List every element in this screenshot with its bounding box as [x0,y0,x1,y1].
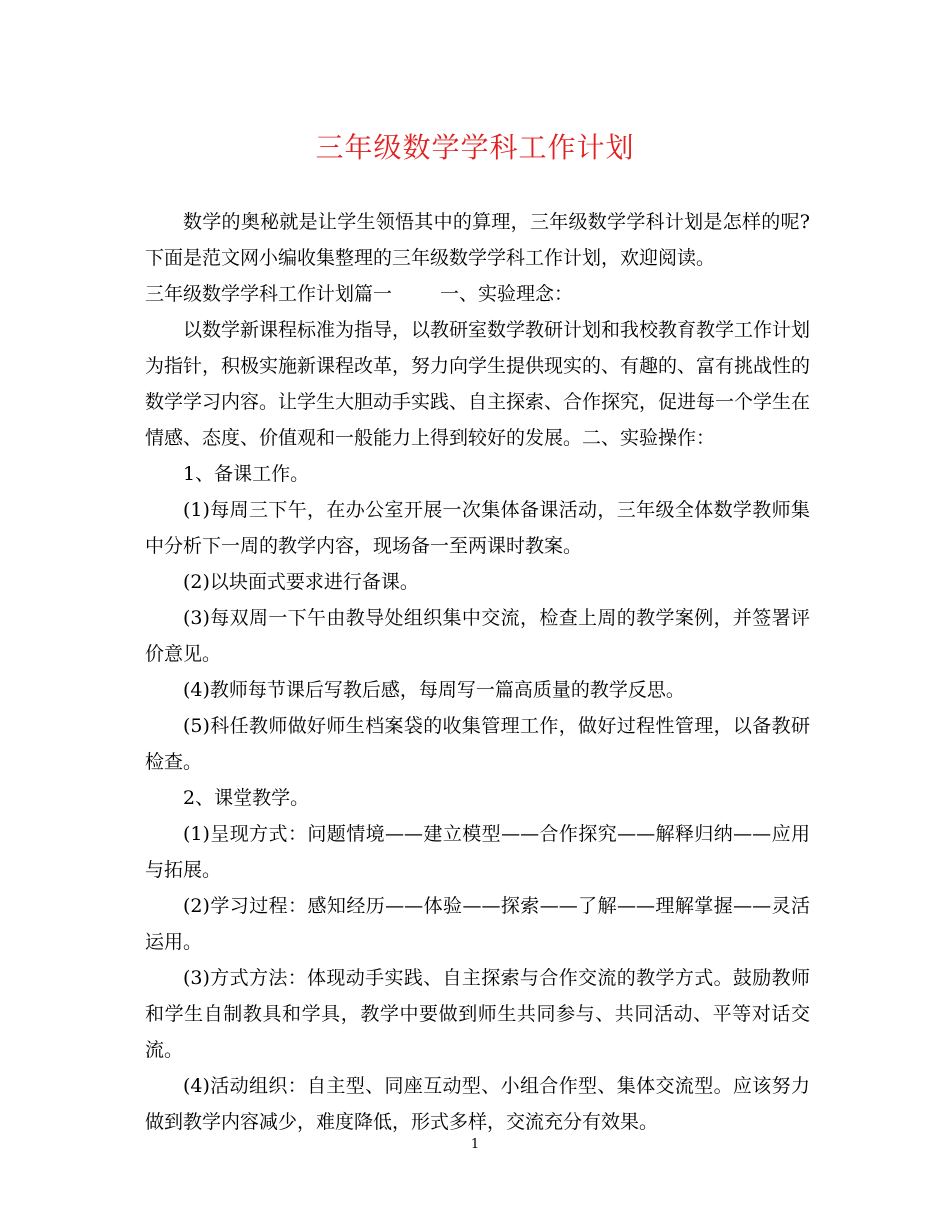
item-2-3: (3)方式方法：体现动手实践、自主探索与合作交流的教学方式。鼓励教师和学生自制教具和学具，教学中要做到师生共同参与、共同活动、平等对话交流。 [145,967,810,1061]
item-1-1: (1)每周三下午，在办公室开展一次集体备课活动，三年级全体数学教师集中分析下一周的教学内容，现场备一至两课时教案。 [145,499,810,557]
item-1-title: 1、备课工作。 [183,463,310,485]
intro-paragraph: 数学的奥秘就是让学生领悟其中的算理，三年级数学学科计划是怎样的呢?下面是范文网小编收集整理的三年级数学学科工作计划，欢迎阅读。 [145,211,810,269]
page-number: 1 [470,1137,480,1152]
document-body [145,204,810,1140]
section-heading-line [145,276,810,312]
item-1-4: (4)教师每节课后写教后感，每周写一篇高质量的教学反思。 [183,679,685,701]
item-2-2: (2)学习过程：感知经历——体验——探索——了解——理解掌握——灵活运用。 [145,895,810,953]
item-1-2: (2)以块面式要求进行备课。 [183,571,419,593]
concept-paragraph: 以数学新课程标准为指导，以教研室数学教研计划和我校教育教学工作计划为指针，积极实施新课程改革，努力向学生提供现实的、有趣的、富有挑战性的数学学习内容。让学生大胆动手实践、自主探索、合作探究，促进每一个学生在情感、态度、价值观和一般能力上得到较好的发展。二、实验操作： [145,319,811,449]
item-2-4: (4)活动组织：自主型、同座互动型、小组合作型、集体交流型。应该努力做到教学内容减少，难度降低，形式多样，交流充分有效果。 [145,1075,810,1133]
item-2-1: (1)呈现方式：问题情境——建立模型——合作探究——解释归纳——应用与拓展。 [145,823,810,881]
section-point-1: 一、实验理念： [440,283,574,305]
item-2-title: 2、课堂教学。 [183,787,310,809]
item-1-5: (5)科任教师做好师生档案袋的收集管理工作，做好过程性管理，以备教研检查。 [145,715,810,773]
section-heading: 三年级数学学科工作计划篇一 [145,283,393,305]
item-1-3: (3)每双周一下午由教导处组织集中交流，检查上周的教学案例，并签署评价意见。 [145,607,810,665]
document-title: 三年级数学学科工作计划 [315,131,635,164]
